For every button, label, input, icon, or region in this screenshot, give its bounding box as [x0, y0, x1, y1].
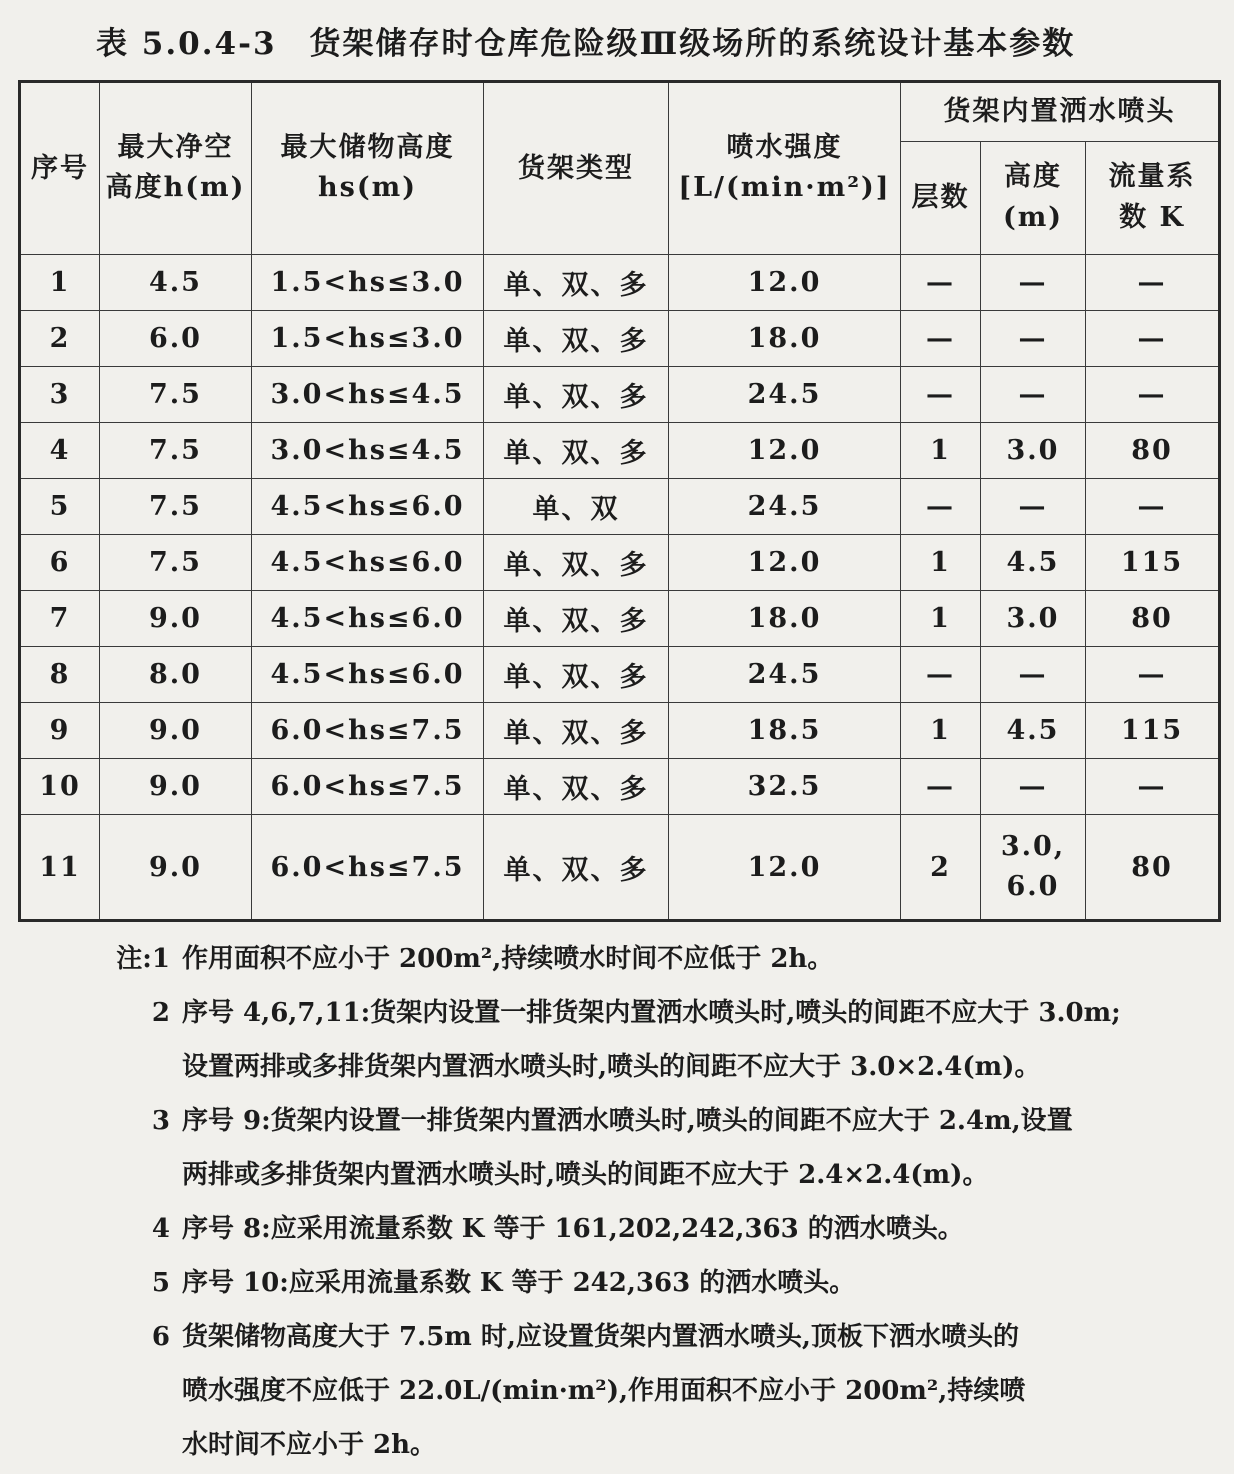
cell-k: — [1086, 367, 1220, 423]
cell-seq: 7 [20, 591, 100, 647]
cell-seq: 10 [20, 759, 100, 815]
cell-rack: 单、双、多 [484, 423, 669, 479]
cell-k: 115 [1086, 703, 1220, 759]
table-row [20, 423, 1220, 479]
table-title: 表 5.0.4-3 货架储存时仓库危险级Ⅲ级场所的系统设计基本参数 [96, 26, 1076, 62]
table-row [20, 479, 1220, 535]
cell-k: — [1086, 311, 1220, 367]
cell-h: 9.0 [100, 703, 252, 759]
header-intensity: 喷水强度 [L/(min·m²)] [669, 82, 901, 255]
cell-height: 4.5 [981, 535, 1086, 591]
cell-hs: 3.0<hs≤4.5 [252, 423, 484, 479]
cell-levels: 2 [901, 815, 981, 921]
cell-h: 7.5 [100, 535, 252, 591]
header-storage-height: 最大储物高度 hs(m) [252, 82, 484, 255]
cell-seq: 8 [20, 647, 100, 703]
cell-height: — [981, 759, 1086, 815]
cell-h: 7.5 [100, 423, 252, 479]
table-row [20, 647, 1220, 703]
header-rack-type: 货架类型 [484, 82, 669, 255]
cell-rack: 单、双 [484, 479, 669, 535]
cell-levels: 1 [901, 423, 981, 479]
note-line: 两排或多排货架内置洒水喷头时,喷头的间距不应大于 2.4×2.4(m)。 [182, 1160, 989, 1190]
cell-intensity: 12.0 [669, 815, 901, 921]
cell-levels: — [901, 759, 981, 815]
cell-height: — [981, 311, 1086, 367]
cell-levels: — [901, 367, 981, 423]
cell-h: 8.0 [100, 647, 252, 703]
cell-k: — [1086, 647, 1220, 703]
cell-levels: — [901, 647, 981, 703]
cell-rack: 单、双、多 [484, 647, 669, 703]
cell-seq: 4 [20, 423, 100, 479]
cell-height: 4.5 [981, 703, 1086, 759]
note-line: 序号 4,6,7,11:货架内设置一排货架内置洒水喷头时,喷头的间距不应大于 3.0m; [182, 998, 1121, 1028]
cell-h: 9.0 [100, 591, 252, 647]
note-label: 3 [151, 1106, 170, 1136]
cell-height: — [981, 255, 1086, 311]
cell-height: — [981, 367, 1086, 423]
cell-height: 3.0 [981, 591, 1086, 647]
cell-k: 80 [1086, 423, 1220, 479]
cell-hs: 6.0<hs≤7.5 [252, 759, 484, 815]
cell-seq: 1 [20, 255, 100, 311]
header-levels: 层数 [901, 142, 981, 255]
table-row [20, 759, 1220, 815]
cell-levels: — [901, 479, 981, 535]
note-label: 2 [151, 998, 170, 1028]
cell-height: — [981, 647, 1086, 703]
cell-intensity: 24.5 [669, 367, 901, 423]
note-line: 水时间不应小于 2h。 [182, 1430, 437, 1460]
table-row [20, 311, 1220, 367]
note-line: 序号 9:货架内设置一排货架内置洒水喷头时,喷头的间距不应大于 2.4m,设置 [182, 1106, 1073, 1136]
header-seq: 序号 [20, 82, 100, 255]
header-max-height: 最大净空 高度h(m) [100, 82, 252, 255]
table-row [20, 815, 1220, 921]
cell-k: 80 [1086, 815, 1220, 921]
cell-hs: 6.0<hs≤7.5 [252, 703, 484, 759]
cell-k: — [1086, 479, 1220, 535]
table-row [20, 367, 1220, 423]
cell-hs: 4.5<hs≤6.0 [252, 535, 484, 591]
note-label: 4 [151, 1214, 170, 1244]
cell-hs: 1.5<hs≤3.0 [252, 311, 484, 367]
cell-intensity: 24.5 [669, 647, 901, 703]
cell-hs: 4.5<hs≤6.0 [252, 647, 484, 703]
cell-intensity: 12.0 [669, 255, 901, 311]
note-label: 6 [151, 1322, 170, 1352]
cell-rack: 单、双、多 [484, 535, 669, 591]
cell-intensity: 24.5 [669, 479, 901, 535]
cell-k: 115 [1086, 535, 1220, 591]
note-label: 注:1 [116, 944, 170, 974]
cell-h: 9.0 [100, 815, 252, 921]
cell-k: — [1086, 759, 1220, 815]
note-line: 货架储物高度大于 7.5m 时,应设置货架内置洒水喷头,顶板下洒水喷头的 [182, 1322, 1019, 1352]
cell-levels: 1 [901, 703, 981, 759]
cell-hs: 4.5<hs≤6.0 [252, 591, 484, 647]
cell-hs: 6.0<hs≤7.5 [252, 815, 484, 921]
cell-levels: — [901, 311, 981, 367]
cell-height: 3.0, 6.0 [981, 815, 1086, 921]
cell-levels: 1 [901, 535, 981, 591]
cell-rack: 单、双、多 [484, 759, 669, 815]
cell-intensity: 12.0 [669, 535, 901, 591]
table-row [20, 255, 1220, 311]
cell-height: — [981, 479, 1086, 535]
cell-rack: 单、双、多 [484, 703, 669, 759]
cell-rack: 单、双、多 [484, 311, 669, 367]
cell-seq: 5 [20, 479, 100, 535]
cell-k: — [1086, 255, 1220, 311]
header-in-rack-height: 高度 (m) [981, 142, 1086, 255]
cell-hs: 3.0<hs≤4.5 [252, 367, 484, 423]
cell-h: 7.5 [100, 367, 252, 423]
cell-rack: 单、双、多 [484, 367, 669, 423]
table-row [20, 591, 1220, 647]
cell-levels: — [901, 255, 981, 311]
cell-seq: 3 [20, 367, 100, 423]
cell-rack: 单、双、多 [484, 815, 669, 921]
cell-h: 7.5 [100, 479, 252, 535]
cell-h: 9.0 [100, 759, 252, 815]
cell-h: 6.0 [100, 311, 252, 367]
cell-intensity: 18.0 [669, 591, 901, 647]
cell-k: 80 [1086, 591, 1220, 647]
cell-seq: 6 [20, 535, 100, 591]
cell-intensity: 32.5 [669, 759, 901, 815]
note-line: 作用面积不应小于 200m²,持续喷水时间不应低于 2h。 [182, 944, 834, 974]
cell-intensity: 18.0 [669, 311, 901, 367]
cell-rack: 单、双、多 [484, 255, 669, 311]
note-line: 序号 10:应采用流量系数 K 等于 242,363 的洒水喷头。 [182, 1268, 856, 1298]
cell-hs: 4.5<hs≤6.0 [252, 479, 484, 535]
note-line: 喷水强度不应低于 22.0L/(min·m²),作用面积不应小于 200m²,持续喷 [182, 1376, 1026, 1406]
note-label: 5 [151, 1268, 170, 1298]
cell-height: 3.0 [981, 423, 1086, 479]
cell-rack: 单、双、多 [484, 591, 669, 647]
parameters-table [18, 80, 1221, 922]
header-flow-k: 流量系 数 K [1086, 142, 1220, 255]
cell-seq: 2 [20, 311, 100, 367]
cell-intensity: 18.5 [669, 703, 901, 759]
cell-levels: 1 [901, 591, 981, 647]
cell-seq: 9 [20, 703, 100, 759]
cell-seq: 11 [20, 815, 100, 921]
header-in-rack-group: 货架内置洒水喷头 [901, 82, 1220, 142]
note-line: 设置两排或多排货架内置洒水喷头时,喷头的间距不应大于 3.0×2.4(m)。 [182, 1052, 1041, 1082]
note-line: 序号 8:应采用流量系数 K 等于 161,202,242,363 的洒水喷头。 [182, 1214, 964, 1244]
cell-intensity: 12.0 [669, 423, 901, 479]
table-row [20, 703, 1220, 759]
cell-hs: 1.5<hs≤3.0 [252, 255, 484, 311]
cell-h: 4.5 [100, 255, 252, 311]
table-row [20, 535, 1220, 591]
